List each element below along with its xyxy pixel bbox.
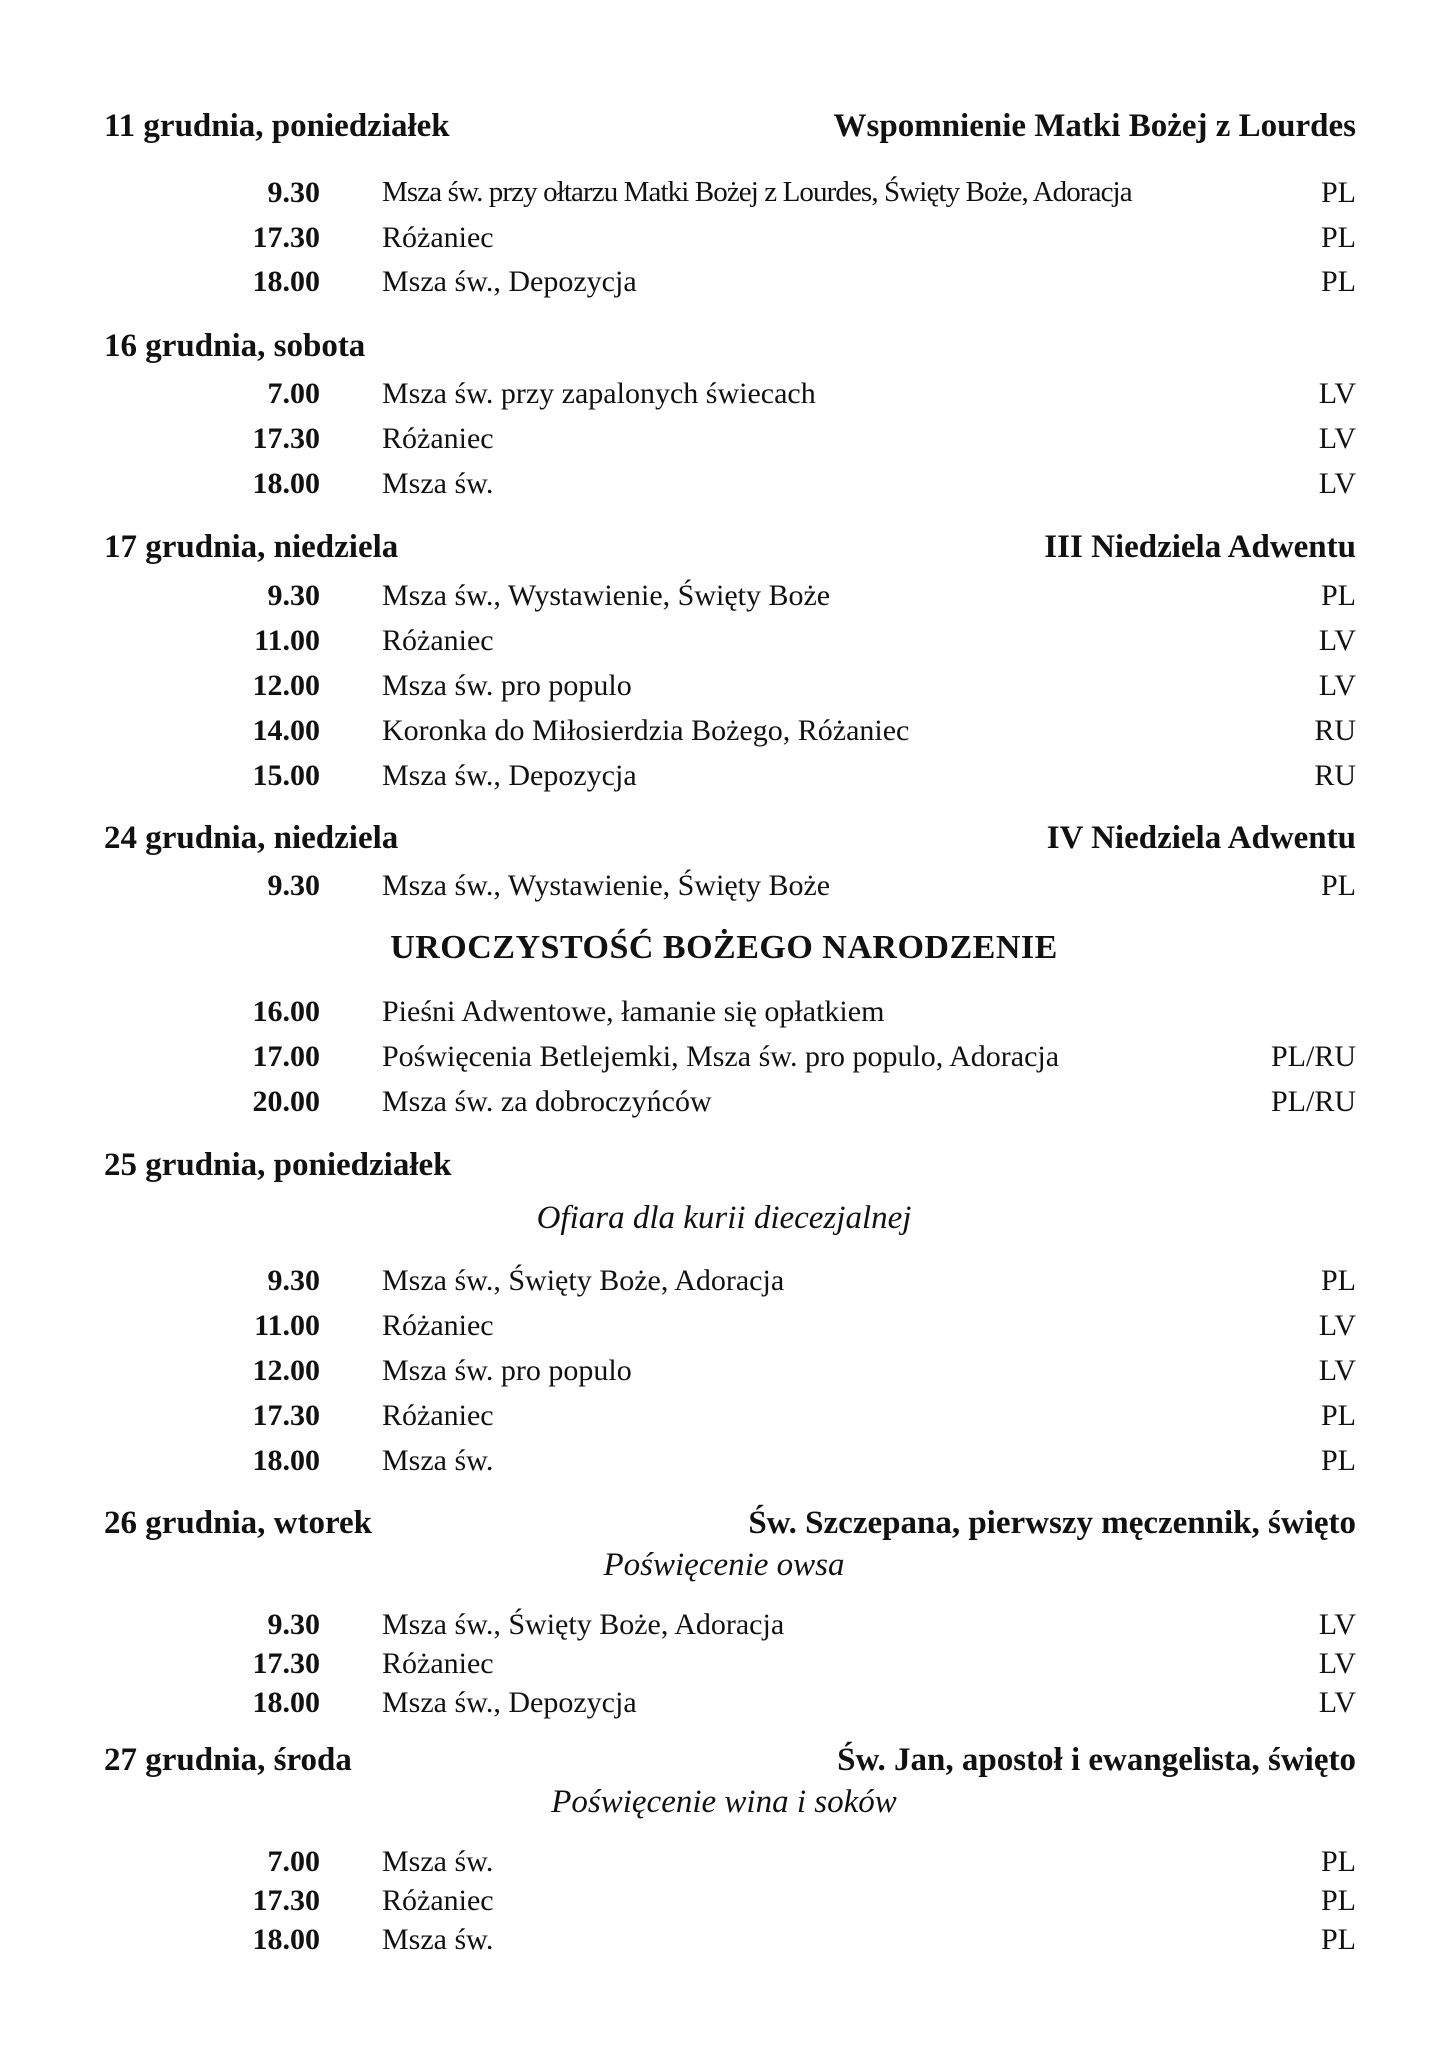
row-time: 18.00 bbox=[252, 467, 320, 500]
row-language: PL bbox=[1320, 1399, 1356, 1432]
row-description: Msza św. bbox=[382, 1923, 494, 1956]
row-time: 18.00 bbox=[252, 1686, 320, 1719]
row-time: 12.00 bbox=[252, 1354, 320, 1387]
row-description: Msza św. bbox=[382, 467, 494, 500]
row-language: LV bbox=[1318, 1686, 1356, 1719]
row-language: PL bbox=[1320, 176, 1356, 209]
row-description: Msza św. pro populo bbox=[382, 1354, 632, 1387]
row-description: Msza św. przy ołtarzu Matki Bożej z Lourdes, Święty Boże, Adoracja bbox=[382, 176, 1132, 208]
day-heading: 11 grudnia, poniedziałek bbox=[104, 108, 450, 144]
row-language: LV bbox=[1318, 1309, 1356, 1342]
row-time: 17.30 bbox=[252, 1884, 320, 1917]
row-time: 17.30 bbox=[252, 1647, 320, 1680]
row-language: LV bbox=[1318, 1647, 1356, 1680]
row-time: 17.30 bbox=[252, 422, 320, 455]
day-heading: 16 grudnia, sobota bbox=[104, 328, 366, 364]
feast-title: Św. Jan, apostoł i ewangelista, święto bbox=[837, 1742, 1356, 1778]
row-description: Msza św. przy zapalonych świecach bbox=[382, 377, 816, 410]
row-language: PL/RU bbox=[1270, 1040, 1356, 1073]
row-language: LV bbox=[1318, 422, 1356, 455]
row-description: Różaniec bbox=[382, 422, 494, 455]
row-description: Msza św., Depozycja bbox=[382, 759, 637, 792]
row-language: PL bbox=[1320, 265, 1356, 298]
feast-title: Św. Szczepana, pierwszy męczennik, święto bbox=[748, 1505, 1356, 1541]
feast-title: IV Niedziela Adwentu bbox=[1046, 820, 1356, 856]
row-description: Msza św., Święty Boże, Adoracja bbox=[382, 1264, 785, 1297]
solemnity-title: UROCZYSTOŚĆ BOŻEGO NARODZENIE bbox=[390, 929, 1058, 966]
row-description: Różaniec bbox=[382, 1647, 494, 1680]
row-language: LV bbox=[1318, 1608, 1356, 1641]
row-language: PL bbox=[1320, 1884, 1356, 1917]
row-description: Poświęcenia Betlejemki, Msza św. pro populo, Adoracja bbox=[382, 1040, 1060, 1073]
row-language: PL bbox=[1320, 1264, 1356, 1297]
blessing-note: Poświęcenie wina i soków bbox=[551, 1784, 897, 1820]
feast-title: Wspomnienie Matki Bożej z Lourdes bbox=[833, 108, 1356, 144]
day-heading: 27 grudnia, środa bbox=[104, 1742, 352, 1778]
row-description: Msza św., Wystawienie, Święty Boże bbox=[382, 869, 831, 902]
row-language: PL bbox=[1320, 579, 1356, 612]
row-time: 18.00 bbox=[252, 1923, 320, 1956]
row-language: LV bbox=[1318, 669, 1356, 702]
row-description: Msza św. za dobroczyńców bbox=[382, 1085, 712, 1118]
row-time: 17.30 bbox=[252, 221, 320, 254]
row-description: Msza św. bbox=[382, 1845, 494, 1878]
row-language: LV bbox=[1318, 624, 1356, 657]
row-time: 17.00 bbox=[252, 1040, 320, 1073]
row-time: 7.00 bbox=[267, 1845, 320, 1878]
row-time: 7.00 bbox=[267, 377, 320, 410]
row-description: Różaniec bbox=[382, 1309, 494, 1342]
row-time: 20.00 bbox=[252, 1085, 320, 1118]
day-heading: 25 grudnia, poniedziałek bbox=[104, 1147, 452, 1183]
row-time: 16.00 bbox=[252, 995, 320, 1028]
row-language: RU bbox=[1314, 759, 1356, 792]
row-language: PL bbox=[1320, 1845, 1356, 1878]
row-description: Koronka do Miłosierdzia Bożego, Różaniec bbox=[382, 714, 910, 747]
row-time: 9.30 bbox=[267, 579, 320, 612]
feast-title: III Niedziela Adwentu bbox=[1044, 529, 1356, 565]
row-description: Pieśni Adwentowe, łamanie się opłatkiem bbox=[382, 995, 885, 1028]
row-language: PL/RU bbox=[1270, 1085, 1356, 1118]
row-time: 17.30 bbox=[252, 1399, 320, 1432]
row-time: 11.00 bbox=[254, 1309, 320, 1342]
row-description: Różaniec bbox=[382, 221, 494, 254]
row-time: 18.00 bbox=[252, 265, 320, 298]
row-description: Różaniec bbox=[382, 1884, 494, 1917]
row-time: 18.00 bbox=[252, 1444, 320, 1477]
row-description: Różaniec bbox=[382, 624, 494, 657]
row-time: 9.30 bbox=[267, 869, 320, 902]
row-description: Msza św., Święty Boże, Adoracja bbox=[382, 1608, 785, 1641]
day-heading: 26 grudnia, wtorek bbox=[104, 1505, 372, 1541]
row-description: Różaniec bbox=[382, 1399, 494, 1432]
row-language: PL bbox=[1320, 221, 1356, 254]
row-language: RU bbox=[1314, 714, 1356, 747]
row-description: Msza św. pro populo bbox=[382, 669, 632, 702]
row-time: 9.30 bbox=[267, 1608, 320, 1641]
row-time: 11.00 bbox=[254, 624, 320, 657]
row-language: PL bbox=[1320, 1444, 1356, 1477]
row-description: Msza św., Wystawienie, Święty Boże bbox=[382, 579, 831, 612]
row-language: PL bbox=[1320, 1923, 1356, 1956]
row-language: PL bbox=[1320, 869, 1356, 902]
row-time: 12.00 bbox=[252, 669, 320, 702]
row-time: 9.30 bbox=[267, 176, 320, 209]
row-language: LV bbox=[1318, 467, 1356, 500]
day-heading: 24 grudnia, niedziela bbox=[104, 820, 399, 856]
row-time: 9.30 bbox=[267, 1264, 320, 1297]
row-language: LV bbox=[1318, 377, 1356, 410]
row-description: Msza św. bbox=[382, 1444, 494, 1477]
row-description: Msza św., Depozycja bbox=[382, 265, 637, 298]
row-time: 15.00 bbox=[252, 759, 320, 792]
row-language: LV bbox=[1318, 1354, 1356, 1387]
row-time: 14.00 bbox=[252, 714, 320, 747]
collection-note: Ofiara dla kurii diecezjalnej bbox=[536, 1200, 912, 1236]
blessing-note: Poświęcenie owsa bbox=[603, 1547, 845, 1583]
row-description: Msza św., Depozycja bbox=[382, 1686, 637, 1719]
day-heading: 17 grudnia, niedziela bbox=[104, 529, 399, 565]
